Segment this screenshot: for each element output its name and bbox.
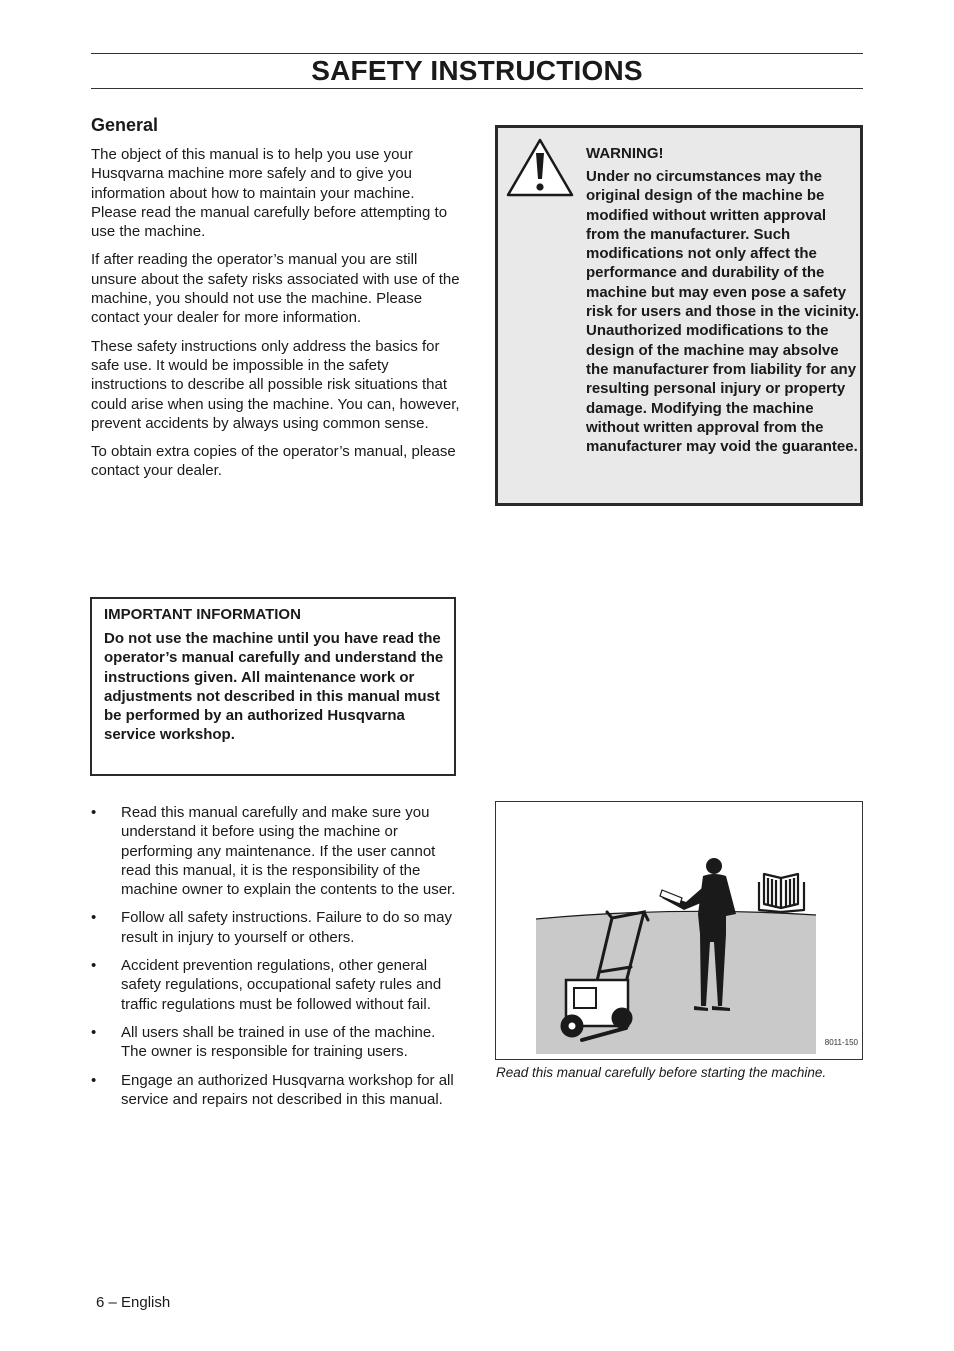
- illustration-drawing: [496, 802, 862, 1059]
- exclamation-triangle-icon: [505, 137, 575, 199]
- list-item: [91, 956, 463, 1014]
- page-number: 6 – English: [96, 1294, 171, 1311]
- important-title: IMPORTANT INFORMATION: [104, 606, 301, 623]
- list-item: [91, 1071, 463, 1110]
- bullet-icon: •: [91, 1071, 97, 1089]
- page-title: SAFETY INSTRUCTIONS: [311, 55, 643, 86]
- list-item-text: All users shall be trained in use of the machine. The owner is responsible for training users.: [121, 1023, 436, 1061]
- safety-bullet-list: [91, 803, 463, 1118]
- warning-title: WARNING!: [586, 145, 664, 162]
- intro-paragraph: To obtain extra copies of the operator’s manual, please contact your dealer.: [91, 443, 456, 480]
- section-heading-general: General: [91, 115, 159, 135]
- important-information-box: [90, 597, 456, 776]
- list-item-text: Engage an authorized Husqvarna workshop for all service and repairs not described in this manual.: [121, 1071, 454, 1108]
- list-item: [91, 908, 463, 947]
- list-item: [91, 803, 463, 899]
- intro-paragraph: The object of this manual is to help you use your Husqvarna machine more safely and to give you information about how to maintain your machine. Please read the manual carefully before attempting to use the machine.: [91, 146, 448, 241]
- figure-code: 8011-150: [824, 1038, 858, 1047]
- list-item: [91, 1023, 463, 1062]
- general-intro: [91, 145, 461, 490]
- intro-paragraph: If after reading the operator’s manual you are still unsure about the safety risks associated with use of the machine, you should not use the machine. Please contact your dealer for more information.: [91, 251, 460, 327]
- list-item-text: Accident prevention regulations, other general safety regulations, occupational safety rules and traffic regulations must be followed without fail.: [121, 957, 442, 1013]
- bullet-icon: •: [91, 957, 97, 975]
- bullet-icon: •: [91, 909, 97, 927]
- manual-reading-illustration: [495, 801, 863, 1060]
- list-item-text: Follow all safety instructions. Failure to do so may result in injury to yourself or others.: [121, 909, 452, 946]
- bullet-icon: •: [91, 804, 97, 821]
- warning-box: [495, 125, 863, 506]
- warning-text: Under no circumstances may the original design of the machine be modified without written approval from the manufacturer. Such modifications not only affect the performance and durability of the machine but may even pose a safety risk for users and those in the vicinity. Unauthorized modifications to the design of the machine may absolve the manufacturer from liability for any resulting personal injury or property damage. Modifying the machine without written approval from the manufacturer may void the guarantee.: [586, 168, 860, 456]
- figure-caption: Read this manual carefully before starting the machine.: [496, 1065, 827, 1080]
- important-text: Do not use the machine until you have read the operator’s manual carefully and understand the instructions given. All maintenance work or adjustments not described in this manual must be performed by an authorized Husqvarna service workshop.: [104, 630, 444, 744]
- intro-paragraph: These safety instructions only address the basics for safe use. It would be impossible in the safety instructions to describe all possible risk situations that could arise when using the machine. You can, however, prevent accidents by always using common sense.: [91, 337, 460, 432]
- list-item-text: Read this manual carefully and make sure you understand it before using the machine or performing any maintenance. If the user cannot read this manual, it is the responsibility of the machine owner to explain the contents to the user.: [121, 804, 456, 899]
- bullet-icon: •: [91, 1023, 97, 1041]
- title-underline: [91, 88, 863, 89]
- open-book-icon: [759, 874, 804, 912]
